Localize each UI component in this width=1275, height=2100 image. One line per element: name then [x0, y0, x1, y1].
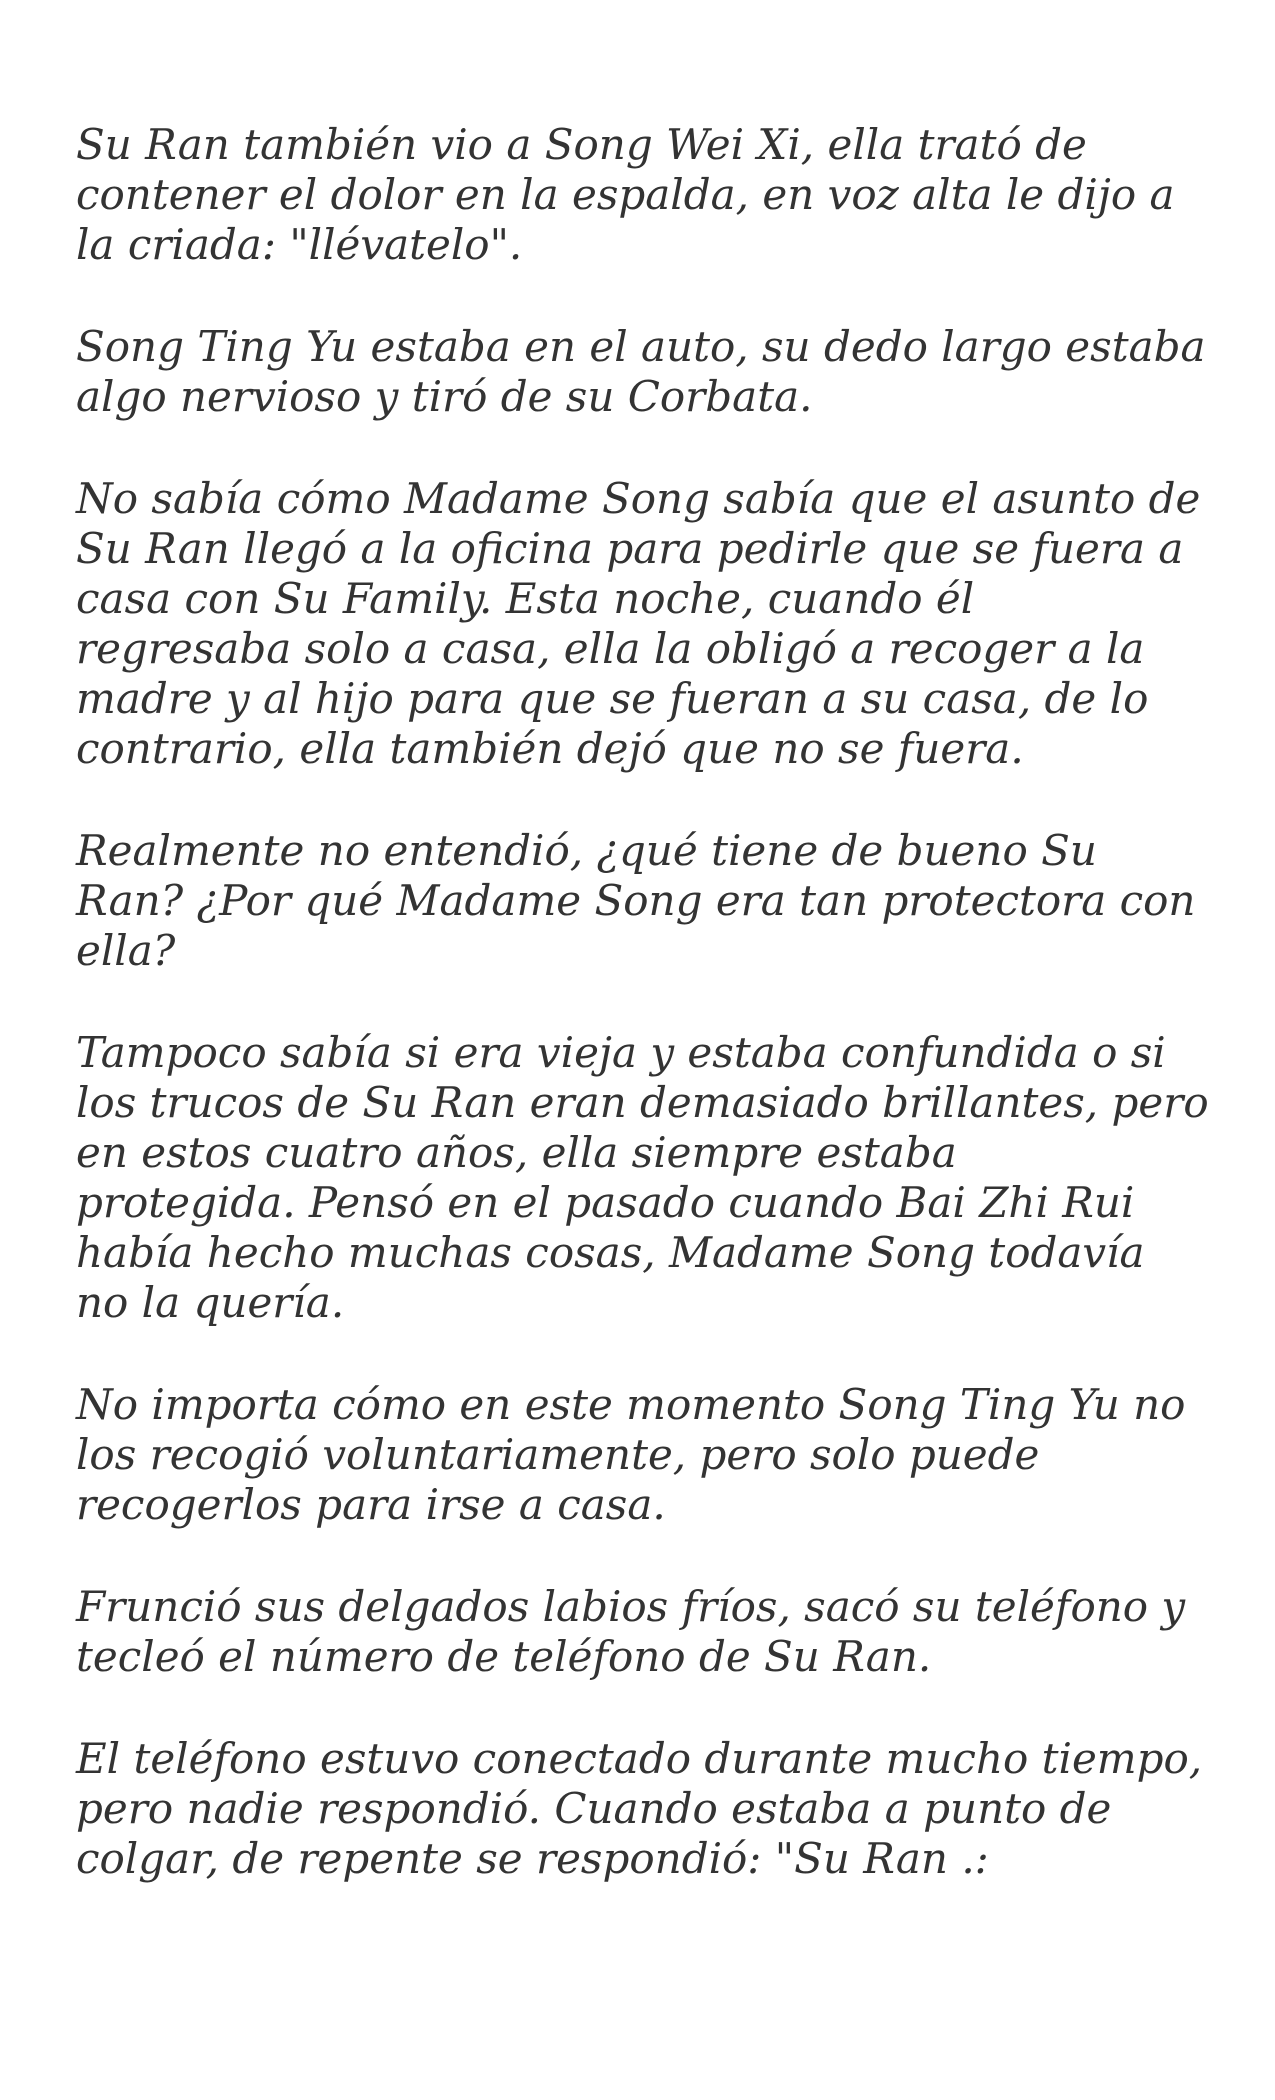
paragraph-2: Song Ting Yu estaba en el auto, su dedo largo estaba algo nervioso y tiró de su Corbata.: [76, 322, 1206, 421]
paragraph-3: No sabía cómo Madame Song sabía que el asunto de Su Ran llegó a la oficina para pedirle que se fuera a casa con Su Family. Esta noche, cuando él regresaba solo a casa, ella la obligó a recoger a la madre y al hijo para que se fueran a su casa, de lo contrario, ella también dejó que no se fuera.: [76, 474, 1201, 773]
paragraph-7: Frunció sus delgados labios fríos, sacó su teléfono y tecleó el número de teléfono de Su Ran.: [76, 1582, 1186, 1681]
document-body: [76, 120, 1226, 1936]
paragraph-4: Realmente no entendió, ¿qué tiene de bueno Su Ran? ¿Por qué Madame Song era tan protectora con ella?: [76, 826, 1196, 975]
paragraph-5: Tampoco sabía si era vieja y estaba confundida o si los trucos de Su Ran eran demasiado brillantes, pero en estos cuatro años, ella siempre estaba protegida. Pensó en el pasado cuando Bai Zhi Rui había hecho muchas cosas, Madame Song todavía no la quería.: [76, 1028, 1209, 1327]
paragraph-1: Su Ran también vio a Song Wei Xi, ella trató de contener el dolor en la espalda, en voz alta le dijo a la criada: "llévatelo".: [76, 120, 1175, 269]
paragraph-6: No importa cómo en este momento Song Ting Yu no los recogió voluntariamente, pero solo puede recogerlos para irse a casa.: [76, 1380, 1186, 1529]
paragraph-8: El teléfono estuvo conectado durante mucho tiempo, pero nadie respondió. Cuando estaba a punto de colgar, de repente se respondió: "Su Ran .:: [76, 1734, 1203, 1883]
